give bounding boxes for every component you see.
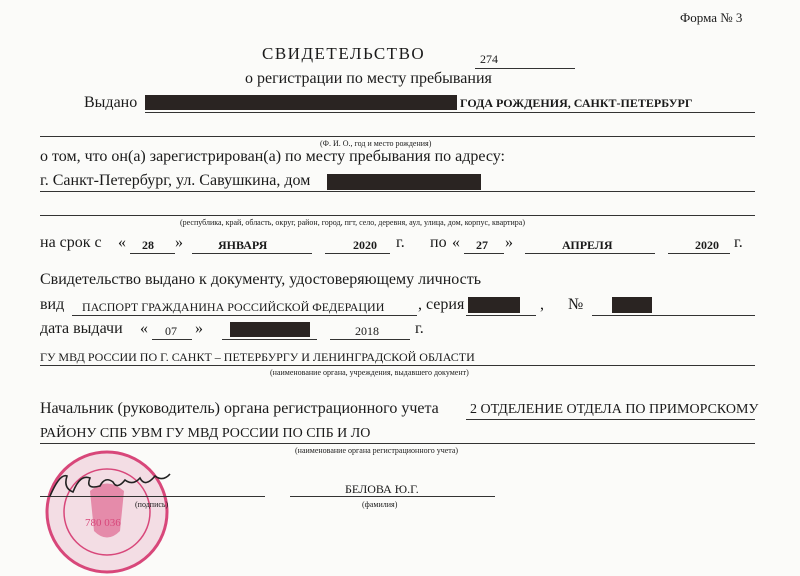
term-label: на срок с [40, 234, 102, 251]
issuer-caption: (наименование органа, учреждения, выдавшего документ) [270, 368, 469, 377]
redaction [327, 174, 481, 190]
issued-value: ГОДА РОЖДЕНИЯ, САНКТ-ПЕТЕРБУРГ [460, 96, 693, 110]
address-caption: (республика, край, область, округ, район, город, пгт, село, деревня, аул, улица, дом, корпус, квартира) [180, 218, 526, 227]
quote: » [195, 320, 203, 337]
surname: БЕЛОВА Ю.Г. [345, 482, 419, 496]
divider [325, 253, 390, 254]
divider [466, 419, 755, 420]
number-label: № [568, 296, 584, 313]
series-label: , серия [418, 296, 465, 313]
stamp-number: 780 036 [85, 517, 121, 529]
redaction [230, 322, 310, 337]
doc-kind-value: ПАСПОРТ ГРАЖДАНИНА РОССИЙСКОЙ ФЕДЕРАЦИИ [82, 300, 385, 314]
from-month: ЯНВАРЯ [218, 238, 268, 252]
quote: « [118, 234, 126, 251]
divider [145, 112, 755, 113]
divider [668, 253, 730, 254]
divider [40, 365, 755, 366]
date-year: 2018 [355, 324, 379, 338]
doc-kind-label: вид [40, 296, 65, 313]
registered-text: о том, что он(а) зарегистрирован(а) по месту пребывания по адресу: [40, 148, 505, 165]
document-text: Свидетельство выдано к документу, удостоверяющему личность [40, 271, 482, 288]
redaction [612, 297, 652, 313]
to-month: АПРЕЛЯ [562, 238, 613, 252]
signature-line [40, 496, 265, 497]
org-line-1: 2 ОТДЕЛЕНИЕ ОТДЕЛА ПО ПРИМОРСКОМУ [470, 402, 759, 417]
year-suffix: г. [734, 234, 743, 251]
year-suffix: г. [415, 320, 424, 337]
divider [525, 253, 655, 254]
date-day: 07 [165, 324, 177, 338]
form-number: Форма № 3 [680, 10, 743, 25]
divider [130, 253, 175, 254]
divider [466, 315, 536, 316]
divider [40, 136, 755, 137]
head-label: Начальник (руководитель) органа регистрационного учета [40, 400, 439, 417]
address: г. Санкт-Петербург, ул. Савушкина, дом [40, 172, 311, 189]
redaction [145, 95, 457, 110]
divider [40, 443, 755, 444]
divider [475, 68, 575, 69]
document-subtitle: о регистрации по месту пребывания [245, 70, 492, 87]
to-year: 2020 [695, 238, 719, 252]
signature-caption: (подпись) [135, 500, 169, 509]
divider [464, 253, 504, 254]
divider [192, 253, 312, 254]
quote: » [505, 234, 513, 251]
org-caption: (наименование органа регистрационного учета) [295, 446, 459, 455]
divider [40, 191, 755, 192]
comma: , [540, 296, 544, 313]
quote: « [452, 234, 460, 251]
divider [72, 315, 417, 316]
divider [222, 339, 317, 340]
issued-label: Выдано [84, 94, 138, 111]
quote: « [140, 320, 148, 337]
divider [152, 339, 192, 340]
from-day: 28 [142, 238, 154, 252]
to-label: по [430, 234, 447, 251]
issued-caption: (Ф. И. О., год и место рождения) [320, 139, 432, 148]
divider [592, 315, 755, 316]
official-stamp [40, 446, 175, 576]
year-suffix: г. [396, 234, 405, 251]
certificate-number: 274 [480, 52, 498, 66]
document-title: СВИДЕТЕЛЬСТВО [262, 44, 426, 63]
from-year: 2020 [353, 238, 377, 252]
quote: » [175, 234, 183, 251]
issuer: ГУ МВД РОССИИ ПО Г. САНКТ – ПЕТЕРБУРГУ И ЛЕНИНГРАДСКОЙ ОБЛАСТИ [40, 350, 475, 364]
org-line-2: РАЙОНУ СПБ УВМ ГУ МВД РОССИИ ПО СПБ И ЛО [40, 426, 371, 441]
surname-caption: (фамилия) [362, 500, 398, 509]
divider [330, 339, 410, 340]
surname-line [290, 496, 495, 497]
divider [40, 215, 755, 216]
date-label: дата выдачи [40, 320, 123, 337]
redaction [468, 297, 520, 313]
to-day: 27 [476, 238, 488, 252]
